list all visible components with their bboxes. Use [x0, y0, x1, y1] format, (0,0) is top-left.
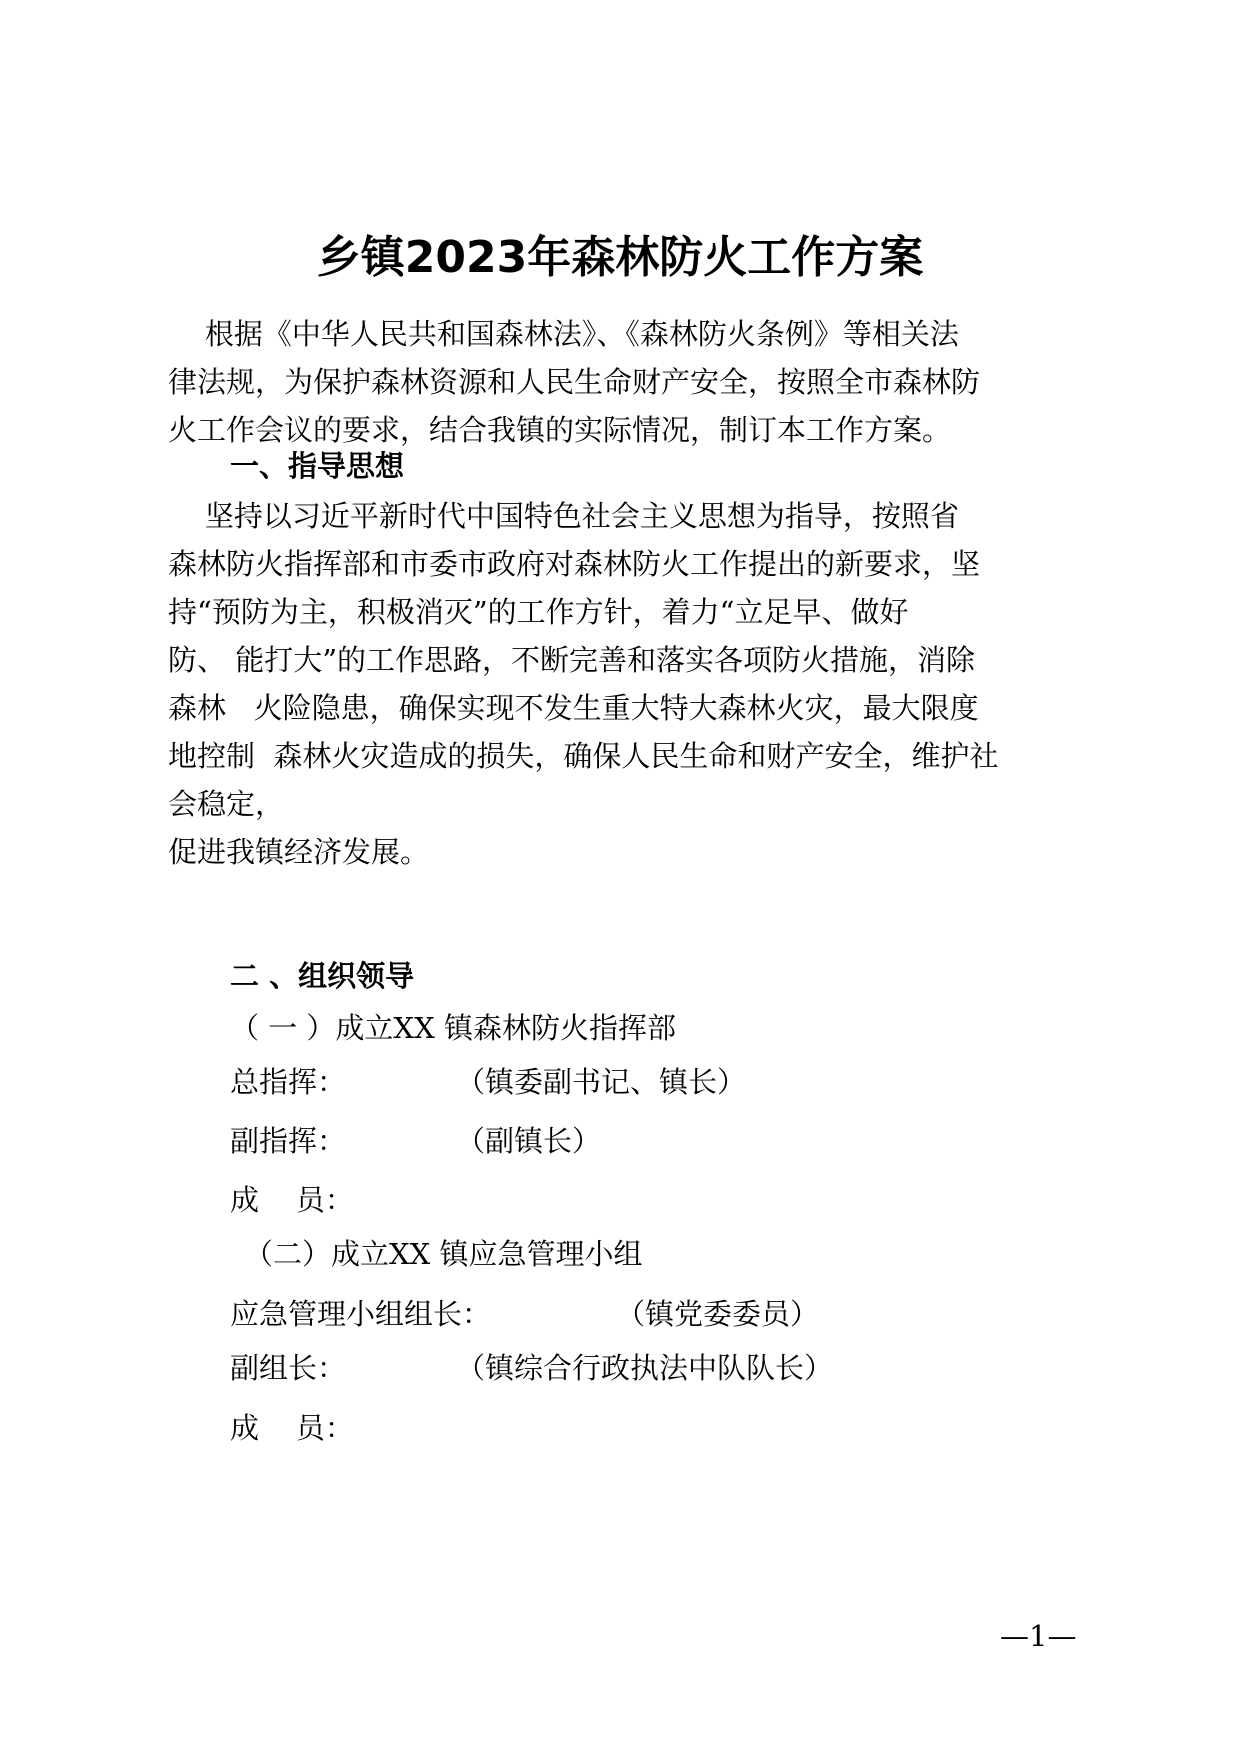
section1-line: 防、 能打大”的工作思路，不断完善和落实各项防火措施，消除 — [168, 643, 976, 677]
section1-line: 地控制 森林火灾造成的损失，确保人民生命和财产安全，维护社 — [168, 739, 999, 773]
role-value: （副镇长） — [456, 1124, 602, 1158]
section2-heading: 二 、组织领导 — [230, 959, 415, 993]
section1-line: 会稳定， — [168, 787, 285, 821]
role-label: 总指挥： — [230, 1065, 347, 1099]
intro-line: 律法规，为保护森林资源和人民生命财产安全，按照全市森林防 — [168, 365, 981, 399]
section1-line: 森林防火指挥部和市委市政府对森林防火工作提出的新要求，坚 — [168, 547, 981, 581]
role-label: 副组长： — [230, 1351, 347, 1385]
document-title: 乡镇2023年森林防火工作方案 — [316, 232, 924, 283]
group1-title: （ 一 ）成立XX 镇森林防火指挥部 — [230, 1011, 676, 1045]
role-value: （镇党委委员） — [616, 1297, 820, 1331]
page-number: —1— — [1000, 1619, 1077, 1653]
role-value: （镇综合行政执法中队队长） — [456, 1351, 834, 1385]
role-value: （镇委副书记、镇长） — [456, 1065, 747, 1099]
section1-line: 森林 火险隐患，确保实现不发生重大特大森林火灾，最大限度 — [168, 691, 979, 725]
section1-line: 坚持以习近平新时代中国特色社会主义思想为指导，按照省 — [168, 499, 959, 533]
section1-line: 促进我镇经济发展。 — [168, 835, 430, 869]
role-label: 成 员： — [230, 1411, 354, 1445]
intro-line: 火工作会议的要求，结合我镇的实际情况，制订本工作方案。 — [168, 413, 952, 447]
group2-title: （二）成立XX 镇应急管理小组 — [244, 1237, 643, 1271]
intro-paragraph — [168, 310, 1088, 454]
intro-line: 根据《中华人民共和国森林法》、《森林防火条例》等相关法 — [168, 317, 959, 351]
section1-line: 持“预防为主，积极消灭”的工作方针，着力“立足早、做好 — [168, 595, 909, 629]
section1-heading: 一、指导思想 — [230, 449, 405, 483]
role-label: 副指挥： — [230, 1124, 347, 1158]
role-label: 成 员： — [230, 1183, 354, 1217]
role-label: 应急管理小组组长： — [230, 1297, 492, 1331]
section1-paragraph — [168, 492, 1088, 876]
